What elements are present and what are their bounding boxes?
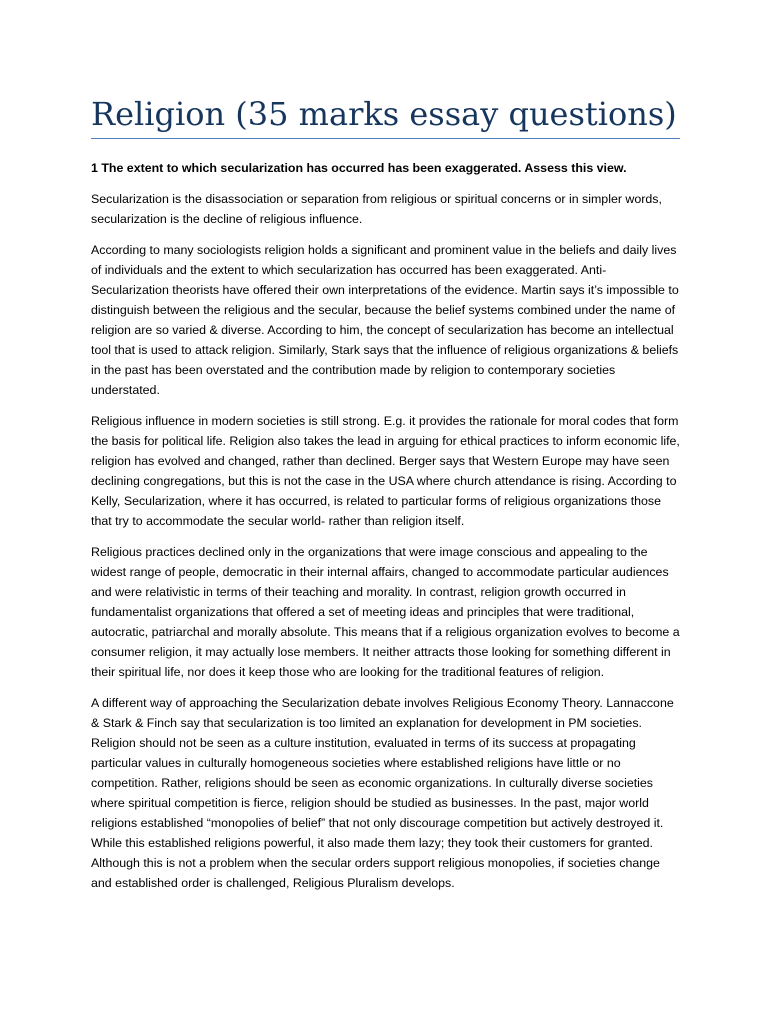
essay-question: 1 The extent to which secularization has occurred has been exaggerated. Assess this view.	[91, 161, 627, 175]
document-body	[91, 158, 681, 904]
paragraph-religious-economy: A different way of approaching the Secularization debate involves Religious Economy Theory. Lannaccone & Stark & Finch say that secularization is too limited an explanation for development in PM societies. Religion should not be seen as a culture institution, evaluated in terms of its success at propagating particular values in culturally homogeneous societies where established religions have little or no competition. Rather, religions should be seen as economic organizations. In culturally diverse societies where spiritual competition is fierce, religion should be studied as businesses. In the past, major world religions established “monopolies of belief” that not only discourage competition but actively destroyed it. While this established religions powerful, it also made them lazy; they took their customers for granted. Although this is not a problem when the secular orders support religious monopolies, if societies change and established order is challenged, Religious Pluralism develops.	[91, 696, 674, 890]
title-underline	[91, 138, 680, 139]
paragraph-definition: Secularization is the disassociation or separation from religious or spiritual concerns or in simpler words, secularization is the decline of religious influence.	[91, 192, 662, 226]
paragraph-religious-influence: Religious influence in modern societies is still strong. E.g. it provides the rationale for moral codes that form the basis for political life. Religion also takes the lead in arguing for ethical practices to inform economic life, religion has evolved and changed, rather than declined. Berger says that Western Europe may have seen declining congregations, but this is not the case in the USA where church attendance is rising. According to Kelly, Secularization, where it has occurred, is related to particular forms of religious organizations those that try to accommodate the secular world- rather than religion itself.	[91, 414, 680, 528]
document-title: Religion (35 marks essay questions)	[91, 95, 677, 133]
paragraph-religious-practices: Religious practices declined only in the organizations that were image conscious and appealing to the widest range of people, democratic in their internal affairs, changed to accommodate particular audiences and were relativistic in terms of their teaching and morality. In contrast, religion growth occurred in fundamentalist organizations that offered a set of meeting ideas and principles that were traditional, autocratic, patriarchal and morally absolute. This means that if a religious organization evolves to become a consumer religion, it may actually lose members. It neither attracts those looking for something different in their spiritual life, nor does it keep those who are looking for the traditional features of religion.	[91, 545, 680, 679]
paragraph-anti-secularization: According to many sociologists religion holds a significant and prominent value in the beliefs and daily lives of individuals and the extent to which secularization has occurred has been exaggerated. Anti-Secularization theorists have offered their own interpretations of the evidence. Martin says it’s impossible to distinguish between the religious and the secular, because the belief systems combined under the name of religion are so varied & diverse. According to him, the concept of secularization has become an intellectual tool that is used to attack religion. Similarly, Stark says that the influence of religious organizations & beliefs in the past has been overstated and the contribution made by religion to contemporary societies understated.	[91, 243, 679, 397]
